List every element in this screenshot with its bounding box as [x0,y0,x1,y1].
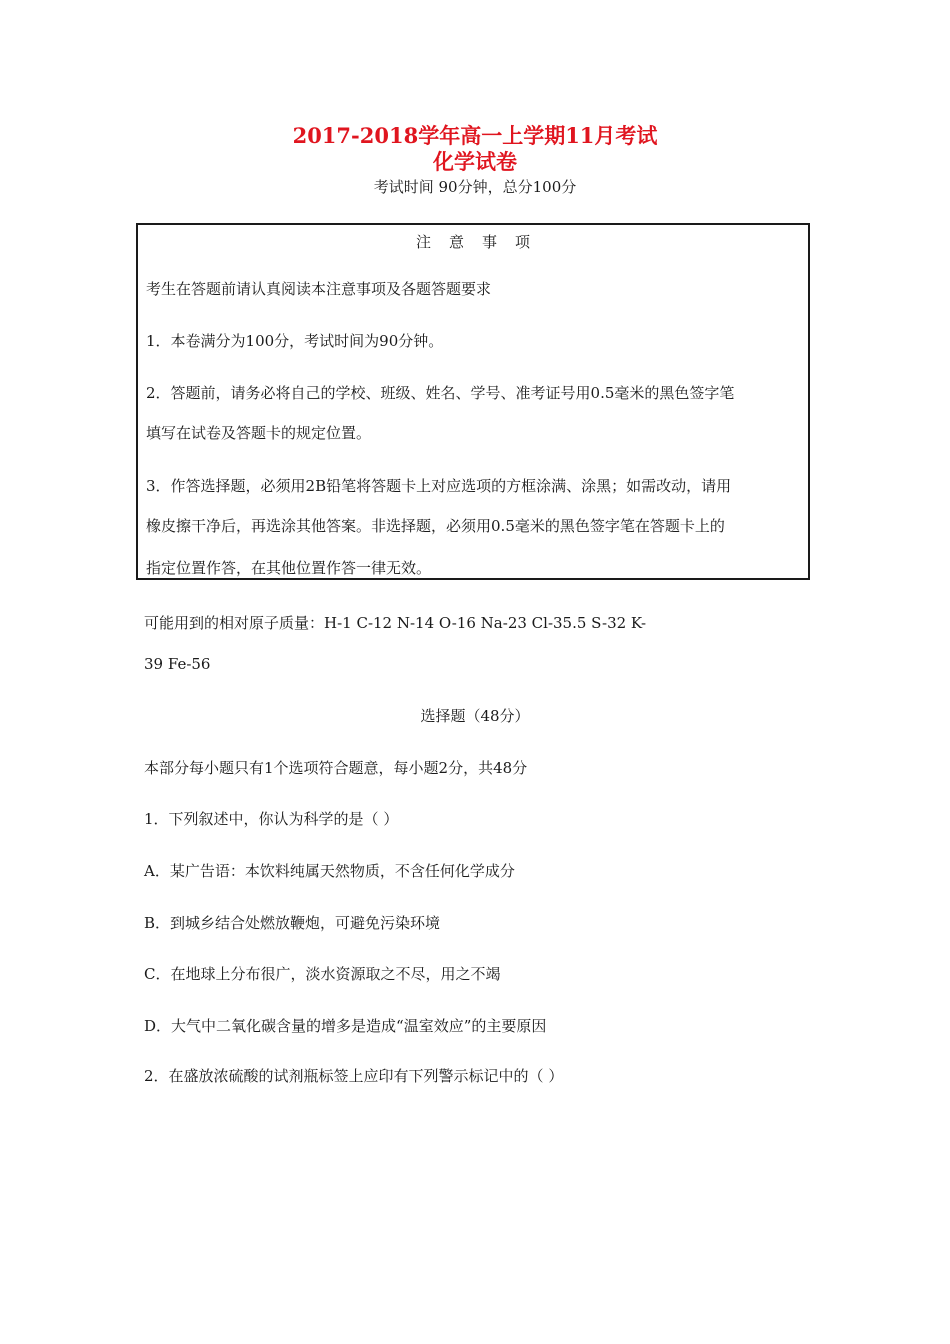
question-1-option-b: B．到城乡结合处燃放鞭炮，可避免污染环境 [144,914,441,932]
exam-title: 2017-2018学年高一上学期11月考试 [292,123,658,148]
notice-item-2-line-2: 填写在试卷及答题卡的规定位置。 [146,424,372,442]
notice-item-3-line-3: 指定位置作答，在其他位置作答一律无效。 [146,559,432,577]
section-title: 选择题（48分） [420,707,530,725]
atomic-masses-line-1: 可能用到的相对原子质量：H-1 C-12 N-14 O-16 Na-23 Cl-35.5 S-32 K- [144,614,647,632]
atomic-masses-line-2: 39 Fe-56 [144,655,211,673]
notice-box [136,223,810,580]
notice-item-1: 1．本卷满分为100分，考试时间为90分钟。 [146,332,444,350]
notice-item-3-line-2: 橡皮擦干净后，再选涂其他答案。非选择题，必须用0.5毫米的黑色签字笔在答题卡上的 [146,517,725,535]
subject-title: 化学试卷 [433,149,517,174]
question-1-stem: 1．下列叙述中，你认为科学的是（ ） [144,810,399,828]
question-1-option-c: C．在地球上分布很广，淡水资源取之不尽，用之不竭 [144,965,501,983]
exam-info: 考试时间 90分钟，总分100分 [373,178,577,196]
question-1-option-d: D．大气中二氧化碳含量的增多是造成“温室效应”的主要原因 [144,1017,547,1035]
section-instruction: 本部分每小题只有1个选项符合题意，每小题2分，共48分 [144,759,528,777]
notice-item-3-line-1: 3．作答选择题，必须用2B铅笔将答题卡上对应选项的方框涂满、涂黑；如需改动，请用 [146,477,732,495]
notice-item-2-line-1: 2．答题前，请务必将自己的学校、班级、姓名、学号、准考证号用0.5毫米的黑色签字笔 [146,384,735,402]
notice-intro: 考生在答题前请认真阅读本注意事项及各题答题要求 [146,280,492,298]
notice-heading: 注意事项 [415,233,548,251]
question-2-stem: 2．在盛放浓硫酸的试剂瓶标签上应印有下列警示标记中的（ ） [144,1067,564,1085]
question-1-option-a: A．某广告语：本饮料纯属天然物质，不含任何化学成分 [144,862,515,880]
